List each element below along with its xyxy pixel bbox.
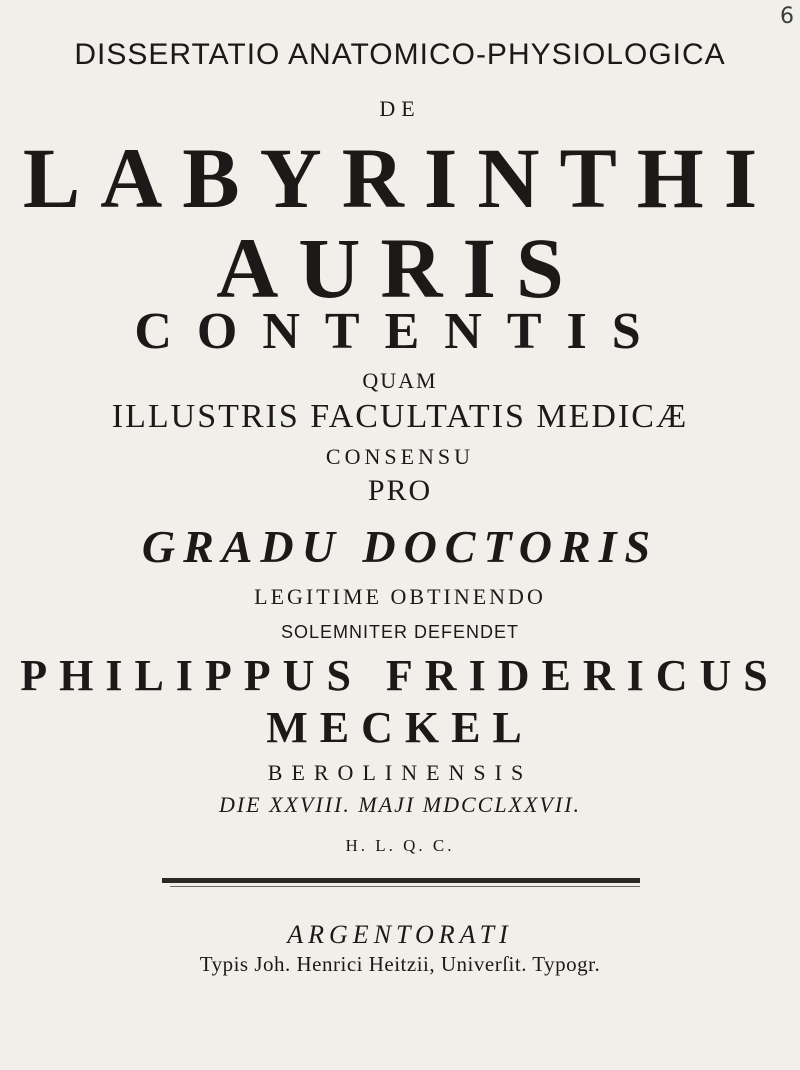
imprint-printer: Typis Joh. Henrici Heitzii, Univerſit. Typogr. — [199, 952, 601, 976]
hlqc-line: H. L. Q. C. — [345, 836, 455, 855]
pro-line: PRO — [367, 474, 433, 507]
page-number-mark: 6 — [780, 4, 794, 29]
author-first-names: PHILIPPUS FRIDERICUS — [20, 651, 780, 700]
author-origin: BEROLINENSIS — [267, 760, 533, 785]
solemniter-line: SOLEMNITER DEFENDET — [280, 622, 520, 642]
illustris-line: ILLUSTRIS FACULTATIS MEDICÆ — [111, 398, 689, 435]
imprint-place: ARGENTORATI — [287, 920, 513, 949]
title-auris: AURIS — [216, 220, 584, 316]
author-surname: MECKEL — [266, 703, 534, 752]
divider-rule-thin — [170, 886, 640, 887]
dissertatio-heading: DISSERTATIO ANATOMICO-PHYSIOLOGICA — [74, 38, 726, 71]
gradu-doctoris-line: GRADU DOCTORIS — [141, 521, 659, 572]
divider-rule — [162, 878, 640, 883]
title-contentis: CONTENTIS — [134, 303, 666, 360]
date-line: DIE XXVIII. MAJI MDCCLXXVII. — [218, 792, 582, 817]
consensu-line: CONSENSU — [325, 444, 475, 469]
quam-line: QUAM — [362, 368, 438, 393]
title-labyrinthi: LABYRINTHI — [22, 130, 778, 226]
de-line: DE — [379, 96, 421, 121]
legitime-line: LEGITIME OBTINENDO — [254, 584, 546, 609]
